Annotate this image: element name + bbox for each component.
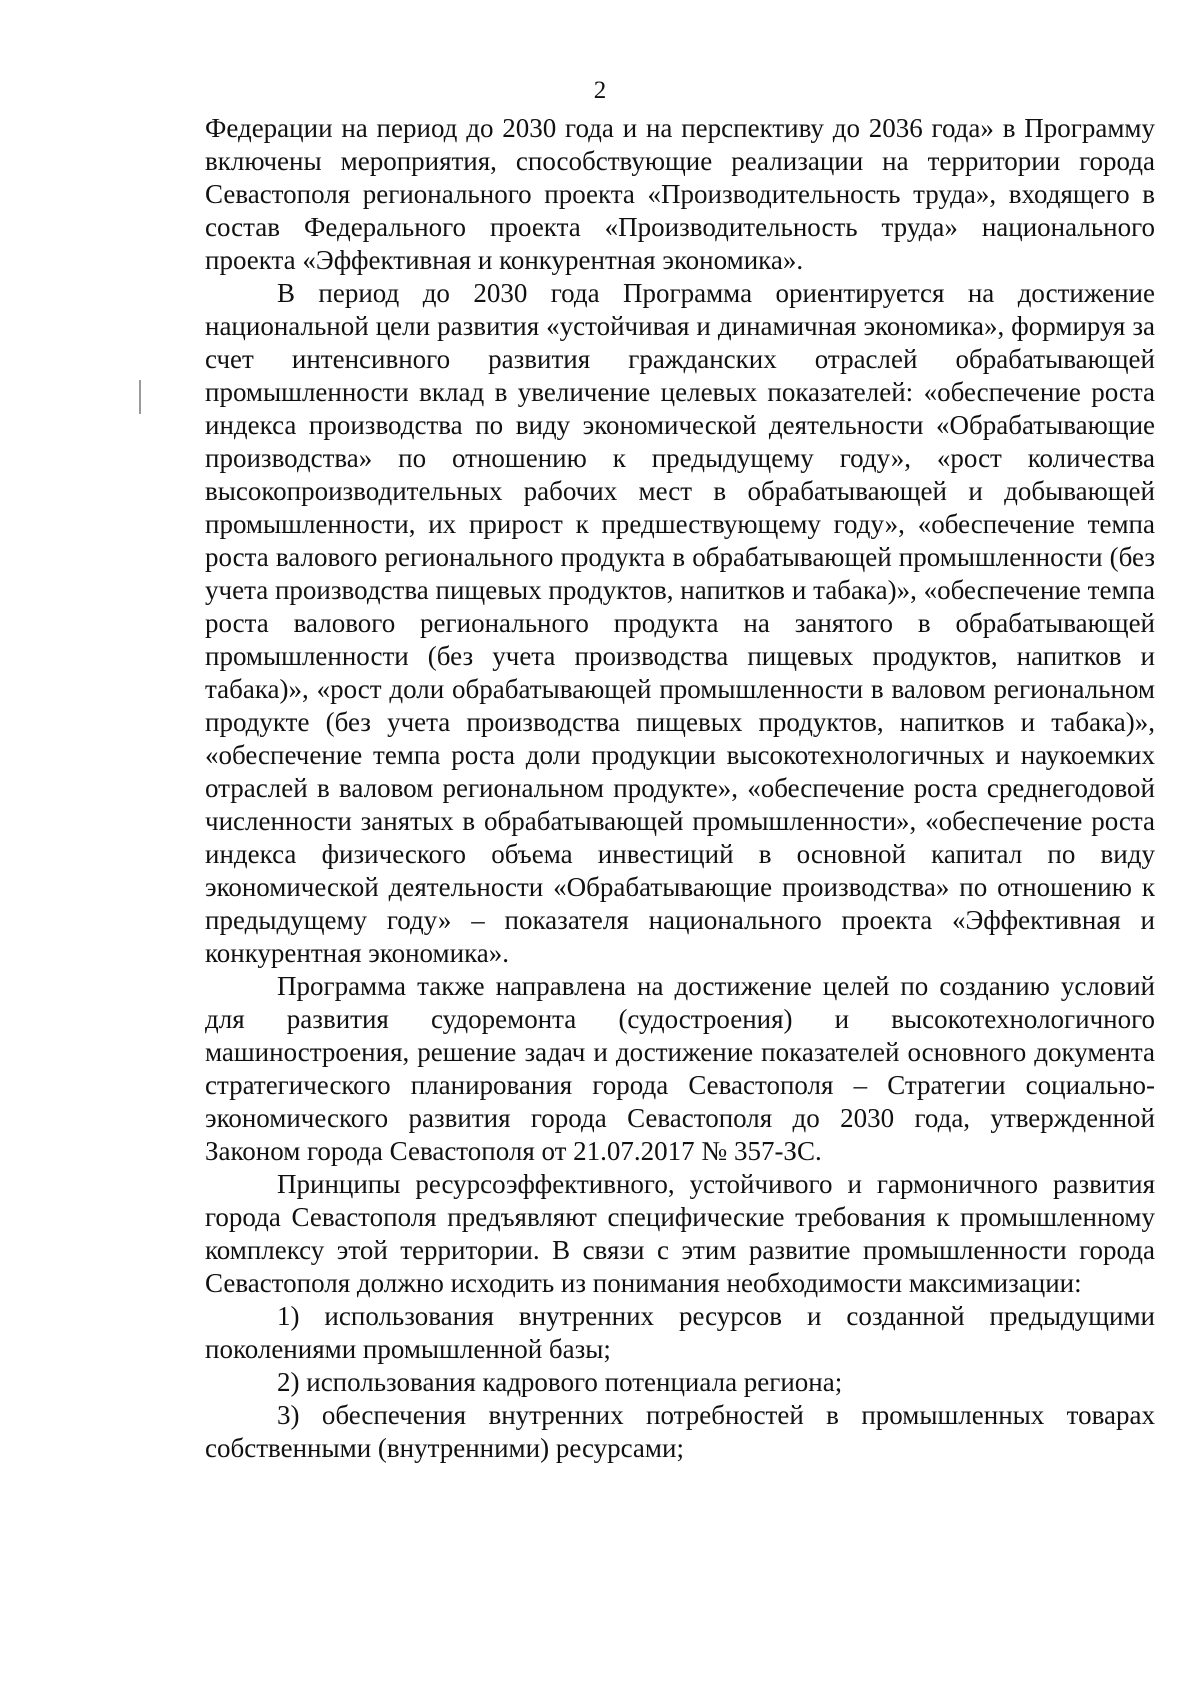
- paragraph-program-goals: Программа также направлена на достижение целей по созданию условий для развития судоремонта (судостроения) и высокотехнологичного машиностроения, решение задач и достижение показателей основного документа стратегического планирования города Севастополя – Стратегии социально-экономического развития города Севастополя до 2030 года, утвержденной Законом города Севастополя от 21.07.2017 № 357-ЗС.: [205, 971, 1155, 1166]
- list-item-3: 3) обеспечения внутренних потребностей в промышленных товарах собственными (внутренними) ресурсами;: [205, 1400, 1155, 1463]
- scan-artifact: [139, 380, 141, 414]
- paragraph-national-goal: В период до 2030 года Программа ориентируется на достижение национальной цели развития «устойчивая и динамичная экономика», формируя за счет интенсивного развития гражданских отраслей обрабатывающей промышленности вклад в увеличение целевых показателей: «обеспечение роста индекса производства по виду экономической деятельности «Обрабатывающие производства» по отношению к предыдущему году», «рост количества высокопроизводительных рабочих мест в обрабатывающей и добывающей промышленности, их прирост к предшествующему году», «обеспечение темпа роста валового регионального продукта в обрабатывающей промышленности (без учета производства пищевых продуктов, напитков и табака)», «обеспечение темпа роста валового регионального продукта на занятого в обрабатывающей промышленности (без учета производства пищевых продуктов, напитков и табака)», «рост доли обрабатывающей промышленности в валовом региональном продукте (без учета производства пищевых продуктов, напитков и табака)», «обеспечение темпа роста доли продукции высокотехнологичных и наукоемких отраслей в валовом региональном продукте», «обеспечение роста среднегодовой численности занятых в обрабатывающей промышленности», «обеспечение роста индекса физического объема инвестиций в основной капитал по виду экономической деятельности «Обрабатывающие производства» по отношению к предыдущему году» – показателя национального проекта «Эффективная и конкурентная экономика».: [205, 278, 1155, 968]
- page-number: 2: [593, 77, 607, 104]
- paragraph-principles: Принципы ресурсоэффективного, устойчивого и гармоничного развития города Севастополя предъявляют специфические требования к промышленному комплексу этой территории. В связи с этим развитие промышленности города Севастополя должно исходить из понимания необходимости максимизации:: [205, 1169, 1155, 1298]
- paragraph-continuation: Федерации на период до 2030 года и на перспективу до 2036 года» в Программу включены мероприятия, способствующие реализации на территории города Севастополя регионального проекта «Производительность труда», входящего в состав Федерального проекта «Производительность труда» национального проекта «Эффективная и конкурентная экономика».: [205, 113, 1155, 275]
- list-item-1: 1) использования внутренних ресурсов и созданной предыдущими поколениями промышленной базы;: [205, 1301, 1155, 1364]
- document-body: [205, 112, 1155, 1465]
- list-item-2: 2) использования кадрового потенциала региона;: [277, 1367, 843, 1397]
